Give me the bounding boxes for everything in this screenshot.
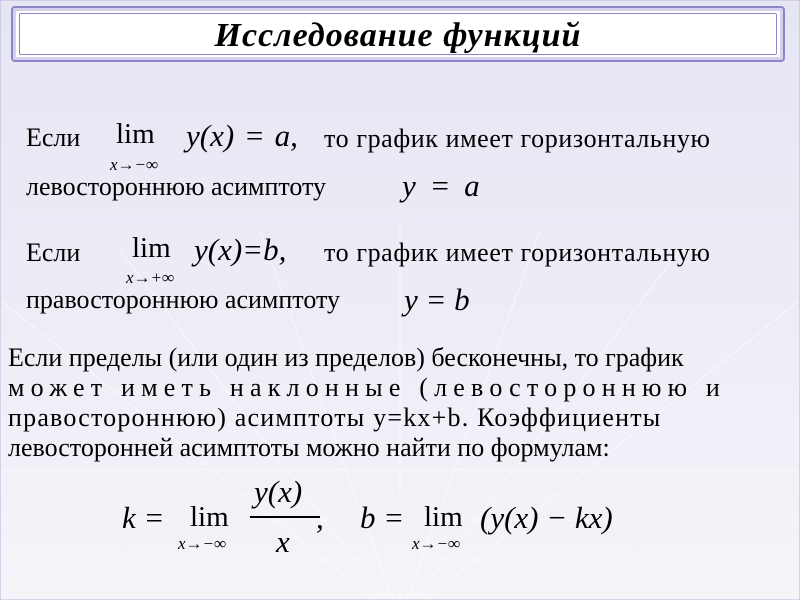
block1-if: Если (26, 123, 81, 152)
block2-tail: то график имеет горизонтальную (324, 238, 711, 267)
block2-lim: lim (132, 232, 171, 264)
formula-comma: , (316, 500, 324, 535)
formula-b-expr: (y(x) − kx) (480, 500, 613, 535)
formula-b-lhs: b = (360, 500, 405, 535)
formula-b-lim: lim (424, 501, 463, 533)
block2-asymptote: y = b (404, 282, 470, 317)
formula-k-denominator: x (276, 524, 290, 559)
block1-expr: y(x) = a, (186, 118, 298, 153)
formula-k-lim: lim (190, 501, 229, 533)
formula-k-lhs: k = (122, 500, 165, 535)
paragraph-line-4: левосторонней асимптоты можно найти по формулам: (8, 433, 610, 462)
block1-tail: то график имеет горизонтальную (324, 124, 711, 153)
paragraph-line-3: правостороннюю) асимптоты y=kx+b. Коэффициенты (8, 403, 662, 432)
fraction-bar (250, 516, 320, 518)
block2-if: Если (26, 238, 81, 267)
title-banner (11, 6, 785, 62)
block1-lim-sub: x→−∞ (110, 155, 159, 174)
block1-line2: левостороннюю асимптоту (26, 172, 327, 201)
asymptote-paragraph (8, 343, 792, 463)
block2-line2: правостороннюю асимптоту (26, 285, 340, 314)
block2-expr: y(x)=b, (194, 232, 287, 267)
paragraph-line-2: может иметь наклонные (левостороннюю и (8, 373, 727, 402)
block1-asymptote: y = a (402, 168, 480, 203)
formula-k-lim-sub: x→−∞ (178, 534, 227, 553)
formula-k-numerator: y(x) (254, 474, 303, 509)
page-title: Исследование функций (214, 17, 582, 54)
formula-b-lim-sub: x→−∞ (412, 534, 461, 553)
block1-lim: lim (116, 118, 155, 150)
paragraph-line-1: Если пределы (или один из пределов) бесконечны, то график (8, 343, 684, 372)
block2-lim-sub: x→+∞ (126, 268, 175, 287)
